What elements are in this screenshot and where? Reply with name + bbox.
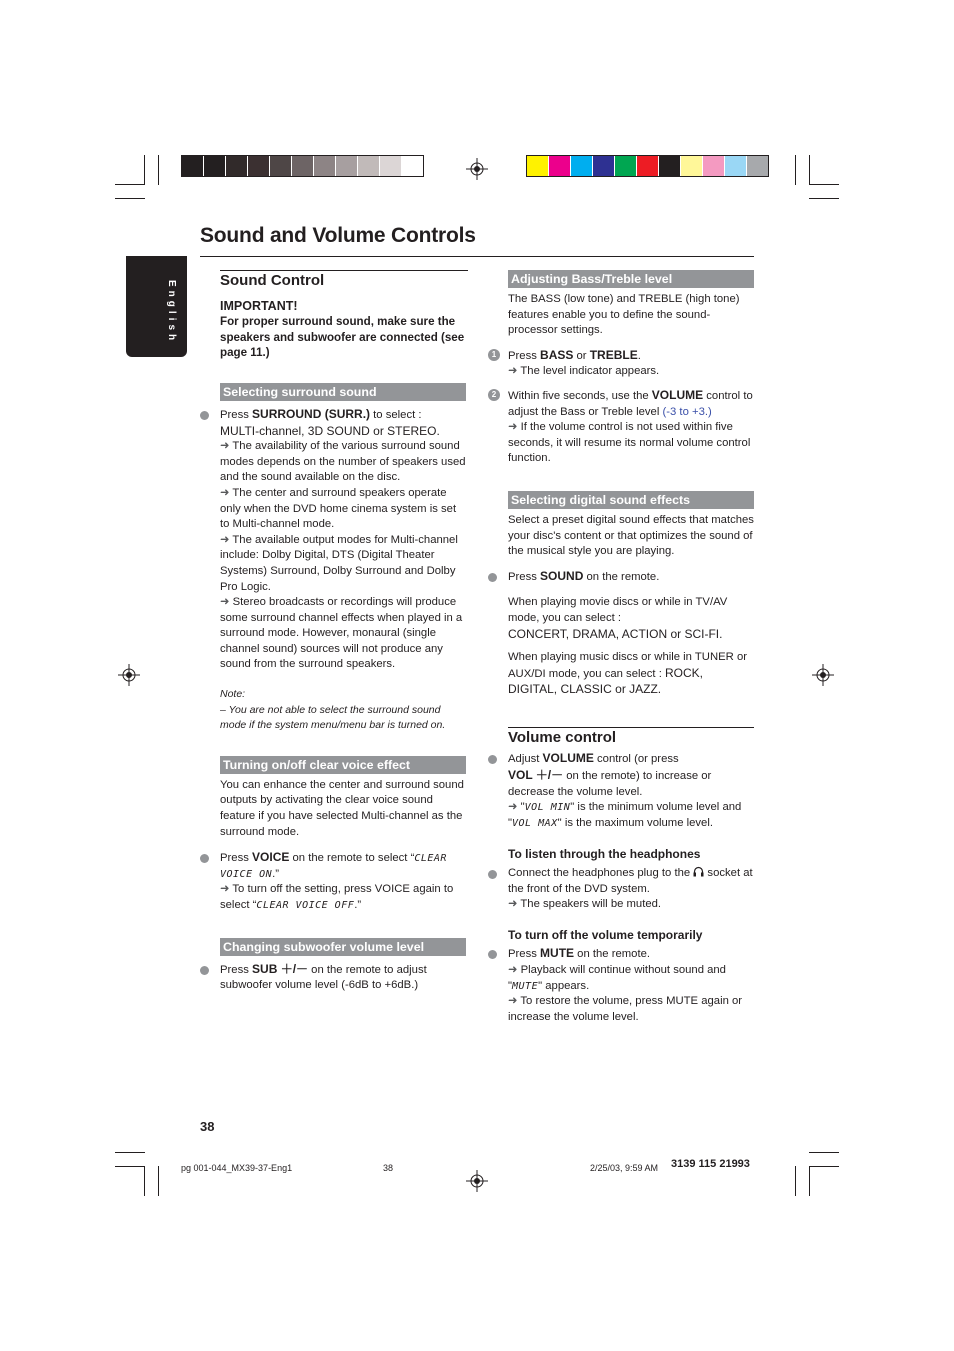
key-treble: TREBLE xyxy=(589,347,638,362)
text: on the remote. xyxy=(583,570,660,583)
text: on the remote) to increase or decrease the volume level. xyxy=(508,770,712,798)
bullet-icon xyxy=(488,950,497,959)
text: The center and surround speakers operate only when the DVD home cinema system is set to Multi-channel mode. xyxy=(220,486,457,531)
bullet-item: Press MUTE on the remote. ➜ Playback will continue without sound and "MUTE" appears. ➜ To restore the volume, press MUTE again or increase the volume level. xyxy=(508,946,754,1025)
crop-mark xyxy=(795,1166,796,1196)
arrow-icon: ➜ xyxy=(508,898,521,911)
step-number-icon: 2 xyxy=(488,389,500,401)
text: The speakers will be muted. xyxy=(520,898,662,911)
key-surround: SURROUND (SURR.) xyxy=(252,406,371,421)
color-swatch xyxy=(204,156,226,176)
mute-heading: To turn off the volume temporarily xyxy=(508,927,703,942)
headphones-icon xyxy=(693,866,704,877)
color-swatch xyxy=(659,156,681,176)
display-text: CLEAR VOICE ON xyxy=(220,853,447,880)
text: Playback will continue without sound and xyxy=(520,964,726,976)
text: Press xyxy=(508,570,537,583)
section-heading-volume-control: Volume control xyxy=(508,727,754,746)
arrow-icon: ➜ xyxy=(220,486,233,499)
display-text: MUTE xyxy=(512,980,539,992)
note-label: Note: xyxy=(220,688,246,701)
bullet-item xyxy=(508,866,754,913)
bullet-icon xyxy=(488,755,497,764)
arrow-icon: ➜ xyxy=(508,365,521,378)
arrow-icon: ➜ xyxy=(220,533,233,546)
crop-mark xyxy=(158,155,159,185)
page-number: 38 xyxy=(200,1119,215,1134)
right-column xyxy=(491,270,754,1025)
text: .” xyxy=(354,899,362,911)
display-text: VOL MIN xyxy=(524,802,571,814)
color-swatch xyxy=(747,156,768,176)
display-text: VOL MAX xyxy=(512,817,558,829)
crop-mark xyxy=(809,184,839,185)
bullet-item xyxy=(220,962,468,994)
color-swatch xyxy=(248,156,270,176)
footer-file: pg 001-044_MX39-37-Eng1 xyxy=(181,1163,293,1173)
arrow-icon: ➜ xyxy=(508,421,521,434)
crop-mark xyxy=(144,155,145,185)
text: To turn off the setting, press VOICE again to select “ xyxy=(220,883,454,911)
text: on the remote. xyxy=(574,948,651,961)
grayscale-color-bar xyxy=(181,155,424,177)
bullet-item: Adjust VOLUME control (or press VOL ＋/－ on the remote) to increase or decrease the volume level. ➜ "VOL MIN" is the minimum volume level and "VOL MAX" is the maximum volume level. xyxy=(508,751,754,831)
color-swatch xyxy=(292,156,314,176)
text: control (or press xyxy=(593,753,679,766)
color-swatch xyxy=(681,156,703,176)
step-item xyxy=(491,347,754,380)
registration-mark-icon xyxy=(118,664,140,686)
left-column xyxy=(220,270,468,994)
subsection-header-digital-sound: Selecting digital sound effects xyxy=(508,491,754,509)
crop-mark xyxy=(158,1166,159,1196)
text: " appears. xyxy=(538,979,590,992)
level-range: (-3 to +3.) xyxy=(662,405,712,418)
process-color-bar xyxy=(526,155,769,177)
color-swatch xyxy=(593,156,615,176)
important-label: IMPORTANT! xyxy=(220,298,298,313)
text: to select : xyxy=(370,408,422,421)
text: The availability of the various surround sound modes depends on the number of speakers used and the sound available on the disc. xyxy=(220,440,466,484)
text: Press xyxy=(508,349,537,362)
key-vol: VOL ＋/－ xyxy=(508,768,564,783)
text: Press xyxy=(220,963,249,976)
registration-mark-icon xyxy=(466,158,488,180)
crop-mark xyxy=(144,1166,145,1196)
text: Press xyxy=(220,852,249,865)
color-swatch xyxy=(314,156,336,176)
language-tab-label: English xyxy=(166,280,177,345)
text: Connect the headphones plug to the xyxy=(508,867,691,880)
crop-mark xyxy=(809,198,839,199)
arrow-icon: ➜ xyxy=(508,995,521,1008)
color-swatch xyxy=(226,156,248,176)
color-swatch xyxy=(725,156,747,176)
color-swatch xyxy=(549,156,571,176)
music-mode-options: ROCK, xyxy=(664,665,703,680)
note-text: – You are not able to select the surround sound mode if the system menu/menu bar is turned on. xyxy=(220,703,446,732)
music-mode-options: DIGITAL, CLASSIC or JAZZ. xyxy=(508,682,662,697)
crop-mark xyxy=(809,1166,810,1196)
music-mode-text: When playing music discs or while in TUNER or AUX/DI mode, you can select : xyxy=(508,651,747,680)
bullet-item xyxy=(508,569,754,586)
key-voice: VOICE xyxy=(252,850,290,865)
text: If the volume control is not used within five seconds, it will resume its normal volume control function. xyxy=(508,421,751,465)
color-swatch xyxy=(270,156,292,176)
surround-options: MULTI-channel, 3D SOUND or STEREO. xyxy=(220,423,440,438)
color-swatch xyxy=(182,156,204,176)
bullet-item xyxy=(220,850,468,913)
color-swatch xyxy=(336,156,358,176)
crop-mark xyxy=(115,1166,145,1167)
bullet-item xyxy=(220,407,468,673)
arrow-icon: ➜ xyxy=(508,964,521,976)
text: Stereo broadcasts or recordings will produce some surround channel effects when played in a surround mode. However, monaural (single channel sound) sources will not produce any sound from the surround speakers. xyxy=(220,596,463,671)
digital-sound-intro: Select a preset digital sound effects that matches your disc's content or that optimizes the sound of the musical style you are playing. xyxy=(508,513,754,558)
page-title: Sound and Volume Controls xyxy=(200,224,476,247)
text: " is the maximum volume level. xyxy=(557,816,713,829)
subsection-header-bass-treble: Adjusting Bass/Treble level xyxy=(508,270,754,288)
color-swatch xyxy=(527,156,549,176)
bass-treble-intro: The BASS (low tone) and TREBLE (high tone) features enable you to define the sound-processor settings. xyxy=(508,293,740,337)
language-tab xyxy=(126,256,187,357)
key-sub: SUB ＋/－ xyxy=(252,961,309,976)
crop-mark xyxy=(809,1166,839,1167)
section-heading-sound-control: Sound Control xyxy=(220,270,468,289)
display-text: CLEAR VOICE OFF xyxy=(256,900,355,911)
movie-mode-text: When playing movie discs or while in TV/AV mode, you can select : xyxy=(508,596,728,624)
movie-mode-options: CONCERT, DRAMA, ACTION or SCI-FI. xyxy=(508,626,723,641)
headphones-heading: To listen through the headphones xyxy=(508,847,701,862)
crop-mark xyxy=(809,1152,839,1153)
color-swatch xyxy=(637,156,659,176)
registration-mark-icon xyxy=(466,1170,488,1192)
arrow-icon: ➜ xyxy=(220,596,233,609)
step-number-icon: 1 xyxy=(488,349,500,361)
footer-page: 38 xyxy=(383,1163,394,1173)
crop-mark xyxy=(115,184,145,185)
arrow-icon: ➜ xyxy=(220,883,233,896)
key-volume: VOLUME xyxy=(542,751,594,766)
bullet-icon xyxy=(488,573,497,582)
crop-mark xyxy=(809,155,810,185)
footer-code: 3139 115 21993 xyxy=(671,1158,750,1170)
bullet-icon xyxy=(488,870,497,879)
color-swatch xyxy=(380,156,402,176)
arrow-icon: ➜ xyxy=(220,440,233,453)
text: . xyxy=(637,349,641,362)
text: on the remote to select “ xyxy=(289,852,415,865)
step-item xyxy=(491,387,754,467)
clear-voice-intro: You can enhance the center and surround sound outputs by activating the clear voice sound feature if you have selected Multi-channel as the surround mode. xyxy=(220,778,464,838)
subsection-header-surround: Selecting surround sound xyxy=(220,383,466,401)
registration-mark-icon xyxy=(812,664,834,686)
key-mute: MUTE xyxy=(540,946,575,961)
text: socket at the front of the DVD system. xyxy=(508,867,753,895)
subsection-header-subwoofer: Changing subwoofer volume level xyxy=(220,938,466,956)
crop-mark xyxy=(115,1152,145,1153)
text: Adjust xyxy=(508,753,540,766)
bullet-icon xyxy=(200,854,209,863)
text: control to adjust the Bass or Treble level xyxy=(508,389,753,418)
key-bass: BASS xyxy=(540,347,574,362)
text: .” xyxy=(272,867,280,880)
important-text: For proper surround sound, make sure the speakers and subwoofer are connected (see page 11.) xyxy=(220,315,465,360)
text: To restore the volume, press MUTE again or increase the volume level. xyxy=(508,995,743,1023)
bullet-icon xyxy=(200,966,209,975)
bullet-icon xyxy=(200,411,209,420)
key-sound: SOUND xyxy=(540,568,584,583)
text: Press xyxy=(508,948,537,961)
text: " is the minimum volume level and xyxy=(570,801,742,814)
footer-date: 2/25/03, 9:59 AM xyxy=(590,1163,659,1173)
color-swatch xyxy=(402,156,423,176)
title-divider xyxy=(200,256,754,257)
color-swatch xyxy=(571,156,593,176)
crop-mark xyxy=(115,198,145,199)
subsection-header-clear-voice: Turning on/off clear voice effect xyxy=(220,756,466,774)
text: on the remote to adjust subwoofer volume level (-6dB to +6dB.) xyxy=(220,963,427,992)
color-swatch xyxy=(358,156,380,176)
key-volume: VOLUME xyxy=(651,387,704,402)
arrow-icon: ➜ xyxy=(508,801,521,814)
color-swatch xyxy=(703,156,725,176)
text: Press xyxy=(220,408,249,421)
color-swatch xyxy=(615,156,637,176)
crop-mark xyxy=(795,155,796,185)
text: or xyxy=(573,349,590,362)
text: The level indicator appears. xyxy=(520,365,660,378)
text: Within five seconds, use the xyxy=(508,389,649,402)
text: The available output modes for Multi-channel include: Dolby Digital, DTS (Digital Theater Systems) Surround, Dolby Surround and Dolby Pro Logic. xyxy=(220,533,458,593)
